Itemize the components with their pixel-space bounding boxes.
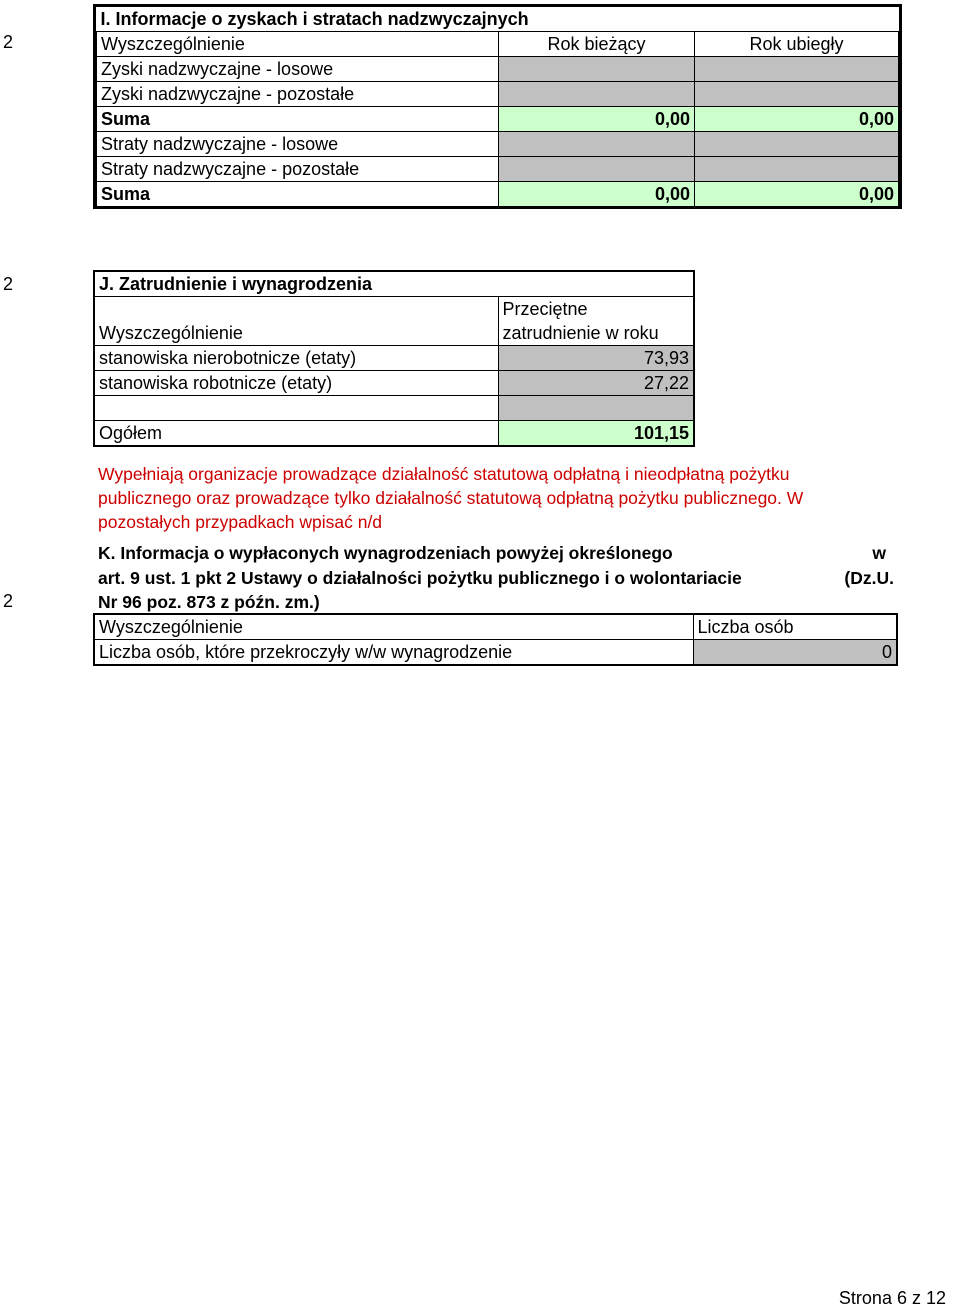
row-label: Zyski nadzwyczajne - pozostałe <box>97 82 499 107</box>
section-i-title-row <box>97 7 899 32</box>
row-label: Suma <box>97 107 499 132</box>
table-row <box>94 371 694 396</box>
section-i-title: I. Informacje o zyskach i stratach nadzwyczajnych <box>97 7 899 32</box>
section-k-title-part: art. 9 ust. 1 pkt 2 Ustawy o działalności pożytku publicznego i o wolontariacie <box>98 567 742 588</box>
row-label: stanowiska robotnicze (etaty) <box>94 371 498 396</box>
input-person-count[interactable]: 0 <box>693 640 897 666</box>
col-header-label: Wyszczególnienie <box>94 614 693 640</box>
section-k-title-part: Nr 96 poz. 873 z późn. zm.) <box>98 592 320 612</box>
section-j-number: 2 <box>3 274 14 294</box>
table-row <box>97 157 899 182</box>
note-line: Wypełniają organizacje prowadzące działalność statutową odpłatną i nieodpłatną pożytku <box>98 464 790 484</box>
col-header-value-line2: zatrudnienie w roku <box>498 321 694 346</box>
input-current-year[interactable] <box>499 132 695 157</box>
section-j-table-frame <box>93 270 695 447</box>
row-label: Liczba osób, które przekroczyły w/w wynagrodzenie <box>94 640 693 666</box>
section-j-header-row-1 <box>94 297 694 322</box>
input-previous-year[interactable] <box>695 157 899 182</box>
section-j-title: J. Zatrudnienie i wynagrodzenia <box>94 271 694 297</box>
input-current-year[interactable] <box>499 82 695 107</box>
section-i-table <box>96 7 899 206</box>
row-label <box>94 396 498 421</box>
total-row <box>94 421 694 447</box>
row-label: Straty nadzwyczajne - losowe <box>97 132 499 157</box>
input-previous-year[interactable] <box>695 57 899 82</box>
section-i-header-row <box>97 32 899 57</box>
table-row <box>94 640 897 666</box>
section-j-table <box>93 270 695 447</box>
instruction-note <box>98 462 888 534</box>
section-k-number: 2 <box>3 591 14 611</box>
section-k-header-row <box>94 614 897 640</box>
row-label: stanowiska nierobotnicze (etaty) <box>94 346 498 371</box>
sum-current-year: 0,00 <box>499 107 695 132</box>
section-k-title <box>98 541 894 615</box>
col-header-previous-year: Rok ubiegły <box>695 32 899 57</box>
input-current-year[interactable] <box>499 157 695 182</box>
section-k-title-part: w <box>872 543 886 563</box>
total-employment: 101,15 <box>498 421 694 447</box>
section-j-title-row <box>94 271 694 297</box>
input-employment[interactable]: 73,93 <box>498 346 694 371</box>
note-line: pozostałych przypadkach wpisać n/d <box>98 512 383 532</box>
input-previous-year[interactable] <box>695 132 899 157</box>
sum-row <box>97 107 899 132</box>
note-line: publicznego oraz prowadzące tylko działalność statutową odpłatną pożytku publicznego. W <box>98 488 804 508</box>
col-header-label: Wyszczególnienie <box>97 32 499 57</box>
col-header-current-year: Rok bieżący <box>499 32 695 57</box>
row-label: Straty nadzwyczajne - pozostałe <box>97 157 499 182</box>
section-j-header-row-2 <box>94 321 694 346</box>
sum-previous-year: 0,00 <box>695 107 899 132</box>
col-header-value-line1: Przeciętne <box>498 297 694 322</box>
section-i-number: 2 <box>3 32 14 52</box>
table-row <box>97 57 899 82</box>
section-k-title-part: (Dz.U. <box>844 567 894 588</box>
input-employment[interactable]: 27,22 <box>498 371 694 396</box>
row-label: Ogółem <box>94 421 498 447</box>
sum-previous-year: 0,00 <box>695 182 899 207</box>
page-number: Strona 6 z 12 <box>838 1288 946 1308</box>
row-label: Zyski nadzwyczajne - losowe <box>97 57 499 82</box>
section-k-title-part: K. Informacja o wypłaconych wynagrodzeniach powyżej określonego <box>98 543 673 563</box>
sum-current-year: 0,00 <box>499 182 695 207</box>
col-header-value: Liczba osób <box>693 614 897 640</box>
input-employment[interactable] <box>498 396 694 421</box>
col-header-label: Wyszczególnienie <box>94 321 498 346</box>
input-current-year[interactable] <box>499 57 695 82</box>
section-i-table-frame <box>93 4 902 209</box>
table-row <box>94 346 694 371</box>
section-k-table-frame <box>93 613 898 666</box>
input-previous-year[interactable] <box>695 82 899 107</box>
table-row-empty <box>94 396 694 421</box>
table-row <box>97 82 899 107</box>
sum-row <box>97 182 899 207</box>
section-k-table <box>93 613 898 666</box>
table-row <box>97 132 899 157</box>
row-label: Suma <box>97 182 499 207</box>
